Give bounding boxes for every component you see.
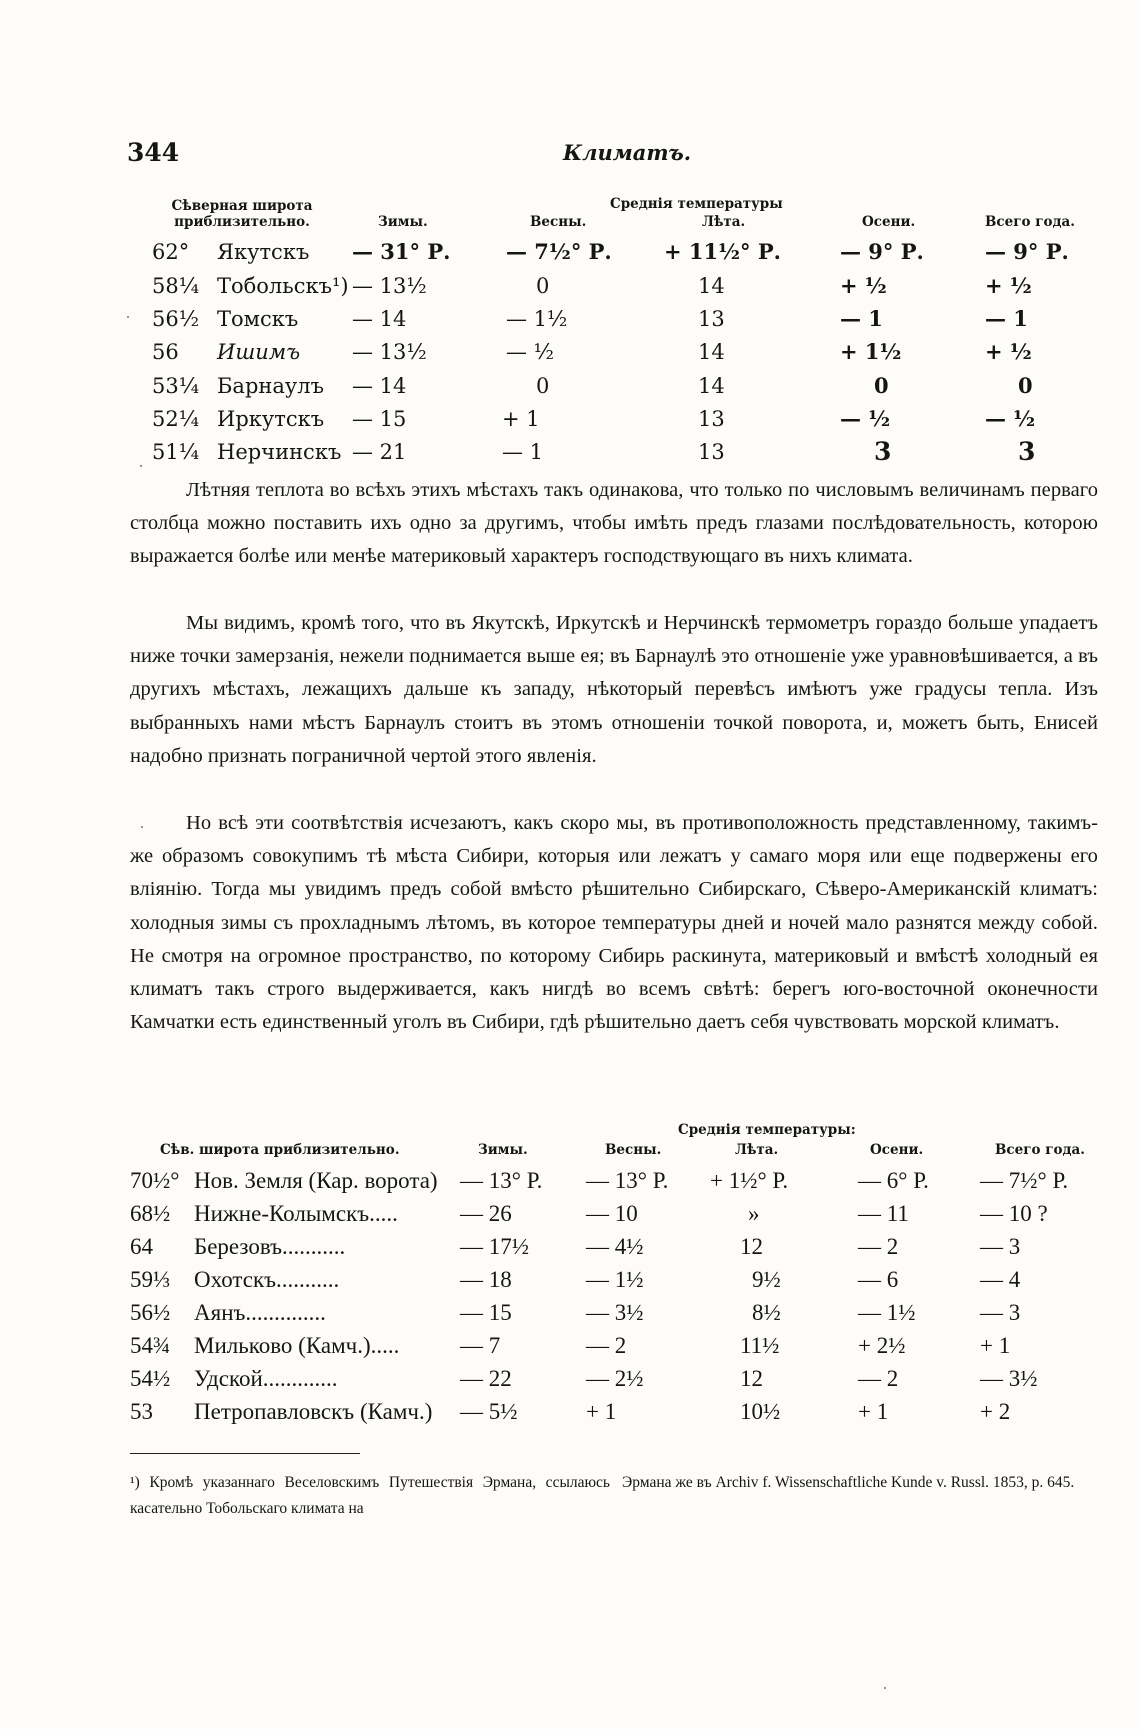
t2-r1-summer: »	[748, 1201, 760, 1226]
t2-r4-autumn: — 1½	[858, 1300, 916, 1325]
t2-r4-place: Аянъ..............	[194, 1300, 326, 1325]
t2-r5-autumn: + 2½	[858, 1333, 906, 1358]
t1-r2-spring: — 1½	[506, 307, 568, 331]
table2-header-group: Среднія температуры:	[678, 1122, 856, 1138]
table2-header-winter: Зимы.	[478, 1142, 528, 1158]
t1-r4-autumn: 0	[874, 373, 889, 398]
t1-r4-place: Барнаулъ	[217, 374, 324, 398]
t1-r2-place: Томскъ	[217, 307, 299, 331]
t1-r6-winter: — 21	[352, 440, 407, 464]
scan-speck	[141, 826, 143, 828]
t2-r2-place: Березовъ...........	[194, 1234, 346, 1259]
t1-r6-spring: — 1	[502, 440, 544, 464]
paragraph-1: Лѣтняя теплота во всѣхъ этихъ мѣстахъ такъ одинакова, что только по числовымъ величинамъ перваго столбца можно поставить ихъ одно за другимъ, чтобы имѣть предъ глазами послѣдовательность, которою выражается болѣе или менѣе материковый характеръ господствующаго въ нихъ климата.	[130, 479, 1098, 568]
t2-r0-lat: 70½°	[130, 1168, 180, 1193]
t2-r0-year: — 7½° Р.	[980, 1168, 1069, 1193]
t2-r5-summer: 11½	[740, 1333, 780, 1358]
t1-r0-lat: 62°	[152, 240, 190, 264]
t1-r4-winter: — 14	[352, 374, 407, 398]
t1-r5-place: Иркутскъ	[217, 407, 325, 431]
t1-r1-summer: 14	[698, 274, 725, 298]
t2-r0-summer: + 1½° Р.	[710, 1168, 789, 1193]
t2-r0-winter: — 13° Р.	[460, 1168, 543, 1193]
t2-r7-lat: 53	[130, 1399, 153, 1424]
t2-r4-lat: 56½	[130, 1300, 171, 1325]
t1-r0-autumn: — 9° Р.	[840, 239, 924, 264]
t2-r0-spring: — 13° Р.	[586, 1168, 669, 1193]
t2-r4-winter: — 15	[460, 1300, 512, 1325]
table2-header-spring: Весны.	[605, 1142, 662, 1158]
t1-r6-autumn: 3	[874, 437, 892, 466]
t1-r3-winter: — 13½	[352, 340, 427, 364]
t2-r6-winter: — 22	[460, 1366, 512, 1391]
t2-r4-summer: 8½	[752, 1300, 781, 1325]
t1-r3-spring: — ½	[506, 340, 555, 364]
t2-r3-year: — 4	[980, 1267, 1021, 1292]
t2-r2-lat: 64	[130, 1234, 153, 1259]
scan-speck	[127, 316, 129, 318]
t2-r2-spring: — 4½	[586, 1234, 644, 1259]
scan-speck	[140, 465, 142, 467]
t2-r5-winter: — 7	[460, 1333, 501, 1358]
t2-r7-autumn: + 1	[858, 1399, 889, 1424]
t1-r3-autumn: + 1½	[840, 339, 902, 364]
table2-header-summer: Лѣта.	[735, 1142, 779, 1158]
t2-r7-winter: — 5½	[460, 1399, 518, 1424]
t2-r6-spring: — 2½	[586, 1366, 644, 1391]
t1-r6-place: Нерчинскъ	[217, 440, 342, 464]
t2-r1-spring: — 10	[586, 1201, 638, 1226]
table2-header-autumn: Осени.	[870, 1142, 924, 1158]
t1-r2-year: — 1	[985, 306, 1028, 331]
t1-r1-spring: 0	[536, 274, 550, 298]
t2-r3-autumn: — 6	[858, 1267, 899, 1292]
t1-r4-spring: 0	[536, 374, 550, 398]
t2-r7-place: Петропавловскъ (Камч.)	[194, 1399, 433, 1424]
t1-r5-winter: — 15	[352, 407, 407, 431]
table1-header-winter: Зимы.	[378, 214, 428, 230]
table2-header-latitude: Сѣв. широта приблизительно.	[160, 1142, 400, 1158]
t1-r2-lat: 56½	[152, 307, 200, 331]
t2-r1-winter: — 26	[460, 1201, 512, 1226]
t1-r6-lat: 51¼	[152, 440, 200, 464]
t1-r5-summer: 13	[698, 407, 725, 431]
table1-header-summer: Лѣта.	[702, 214, 746, 230]
t2-r5-spring: — 2	[586, 1333, 627, 1358]
footnote-rule	[130, 1453, 360, 1454]
t2-r3-place: Охотскъ...........	[194, 1267, 340, 1292]
paragraph-2: Мы видимъ, кромѣ того, что въ Якутскѣ, Иркутскѣ и Нерчинскѣ термометръ гораздо больше упадаетъ ниже точки замерзанія, нежели поднимается выше ея; въ Барнаулѣ это отношеніе уже уравновѣшивается, а въ другихъ мѣстахъ, лежащихъ дальше къ западу, нѣкоторый перевѣсъ имѣютъ уже градусы тепла. Изъ выбранныхъ нами мѣстъ Барнаулъ стоитъ въ этомъ отношеніи точкой поворота, и, можетъ быть, Енисей надобно признать пограничной чертой этого явленія.	[130, 612, 1098, 767]
t1-r0-spring: — 7½° Р.	[506, 239, 612, 264]
t1-r1-autumn: + ½	[840, 273, 887, 298]
table2-header-year: Всего года.	[995, 1142, 1085, 1158]
table1-header-group: Среднія температуры	[610, 196, 783, 212]
t2-r5-year: + 1	[980, 1333, 1011, 1358]
t1-r4-summer: 14	[698, 374, 725, 398]
t2-r3-winter: — 18	[460, 1267, 512, 1292]
t2-r0-place: Нов. Земля (Кар. ворота)	[194, 1168, 438, 1193]
t1-r0-year: — 9° Р.	[985, 239, 1069, 264]
page-number: 344	[127, 138, 180, 167]
t2-r1-place: Нижне-Колымскъ.....	[194, 1201, 398, 1226]
t2-r3-spring: — 1½	[586, 1267, 644, 1292]
t1-r1-winter: — 13½	[352, 274, 427, 298]
t1-r6-summer: 13	[698, 440, 725, 464]
t2-r4-spring: — 3½	[586, 1300, 644, 1325]
t2-r7-spring: + 1	[586, 1399, 617, 1424]
t2-r3-lat: 59⅓	[130, 1267, 171, 1292]
t1-r1-place: Тобольскъ¹)	[217, 274, 349, 298]
t2-r7-summer: 10½	[740, 1399, 781, 1424]
table1-header-latitude: Сѣверная широта приблизительно.	[171, 198, 313, 230]
t1-r2-winter: — 14	[352, 307, 407, 331]
t2-r2-autumn: — 2	[858, 1234, 899, 1259]
t1-r2-autumn: — 1	[840, 306, 883, 331]
t2-r2-summer: 12	[740, 1234, 763, 1259]
t1-r5-lat: 52¼	[152, 407, 200, 431]
t1-r3-summer: 14	[698, 340, 725, 364]
t2-r6-year: — 3½	[980, 1366, 1038, 1391]
t2-r6-lat: 54½	[130, 1366, 171, 1391]
t1-r3-place: Ишимъ	[217, 340, 301, 364]
footnote-left: ¹) Кромѣ указаннаго Веселовскимъ Путешествія Эрмана, ссылаюсь касательно Тобольскаго климата на	[130, 1474, 610, 1517]
t1-r3-year: + ½	[985, 339, 1032, 364]
table1-header-year: Всего года.	[985, 214, 1075, 230]
t1-r3-lat: 56	[152, 340, 179, 364]
t1-r5-spring: + 1	[502, 407, 540, 431]
running-title: Климатъ.	[563, 140, 692, 165]
t2-r4-year: — 3	[980, 1300, 1021, 1325]
t1-r5-autumn: — ½	[840, 406, 891, 431]
t2-r5-place: Мильково (Камч.).....	[194, 1333, 400, 1358]
t2-r6-summer: 12	[740, 1366, 763, 1391]
t1-r0-place: Якутскъ	[217, 240, 310, 264]
scan-speck	[884, 1687, 886, 1689]
t2-r1-year: — 10 ?	[980, 1201, 1048, 1226]
footnote-right: Эрмана же въ Archiv f. Wissenschaftliche Kunde v. Russl. 1853, p. 645.	[622, 1474, 1075, 1491]
t1-r2-summer: 13	[698, 307, 725, 331]
t2-r3-summer: 9½	[752, 1267, 781, 1292]
table1-header-autumn: Осени.	[862, 214, 916, 230]
t1-r6-year: 3	[1018, 437, 1036, 466]
t2-r1-autumn: — 11	[858, 1201, 909, 1226]
t1-r4-year: 0	[1018, 373, 1033, 398]
t1-r1-lat: 58¼	[152, 274, 200, 298]
t2-r6-place: Удской.............	[194, 1366, 338, 1391]
t1-r1-year: + ½	[985, 273, 1032, 298]
t1-r0-summer: + 11½° Р.	[664, 239, 781, 264]
t2-r5-lat: 54¾	[130, 1333, 171, 1358]
table1-header-spring: Весны.	[530, 214, 587, 230]
t2-r6-autumn: — 2	[858, 1366, 899, 1391]
t2-r7-year: + 2	[980, 1399, 1011, 1424]
t2-r2-winter: — 17½	[460, 1234, 529, 1259]
t1-r5-year: — ½	[985, 406, 1036, 431]
paragraph-3: Но всѣ эти соотвѣтствія исчезаютъ, какъ скоро мы, въ противоположность представленному, такимъ-же образомъ совокупимъ тѣ мѣста Сибири, которыя или лежатъ у самаго моря или еще подвержены его вліянію. Тогда мы увидимъ предъ собой вмѣсто рѣшительно Сибирскаго, Сѣверо-Американскій климатъ: холодныя зимы съ прохладнымъ лѣтомъ, въ которое температуры дней и ночей мало разнятся между собой. Не смотря на огромное пространство, по которому Сибирь раскинута, материковый и вмѣстѣ холодный ея климатъ такъ строго выдерживается, какъ нигдѣ во всемъ свѣтѣ: берегъ юго-восточной оконечности Камчатки есть единственный уголъ въ Сибири, гдѣ рѣшительно даетъ себя чувствовать морской климатъ.	[130, 812, 1098, 1034]
t1-r0-winter: — 31° Р.	[352, 239, 451, 264]
t2-r0-autumn: — 6° Р.	[858, 1168, 929, 1193]
t2-r1-lat: 68½	[130, 1201, 171, 1226]
t1-r4-lat: 53¼	[152, 374, 200, 398]
t2-r2-year: — 3	[980, 1234, 1021, 1259]
